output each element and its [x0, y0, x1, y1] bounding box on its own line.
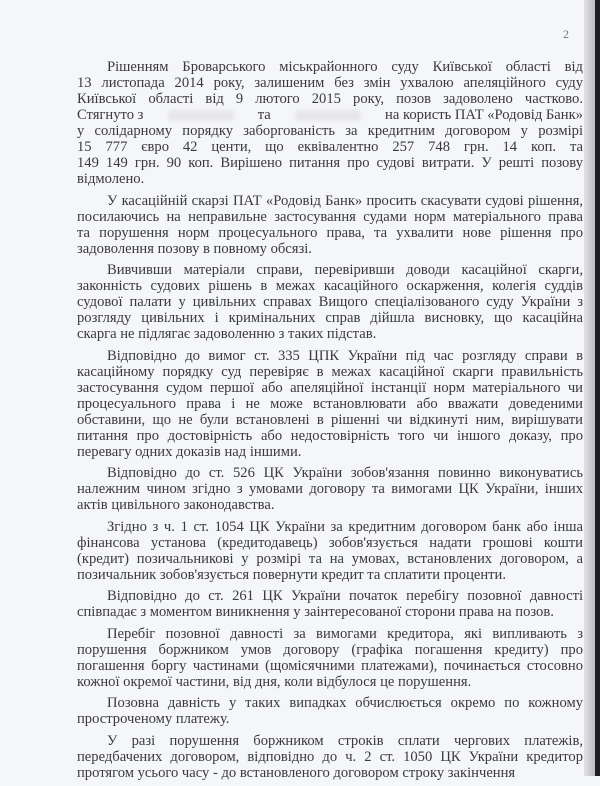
text-line: задоволення позову в повному обсязі. [77, 240, 312, 257]
text-line: фінансова установа (кредитодавець) зобов'язується надати грошові кошти [77, 534, 583, 551]
text-line: законність судових рішень в межах касаційного оскарження, колегія суддів [77, 278, 583, 294]
text-line: посилаючись на неправильне застосування судами норм матеріального права [77, 208, 583, 225]
text-line: позичальник зобов'язується повернути кредит та сплатити проценти. [77, 566, 507, 583]
text-line: відмолено. [77, 171, 145, 187]
text-line [77, 107, 583, 123]
text-line: протягом усього часу - до встановленого договором строку закінчення [77, 764, 516, 781]
text-line: судової палати у цивільних справах Вищого спеціалізованого суду України з [77, 294, 583, 310]
text-line: 149 149 грн. 90 коп. Вирішено питання про судові витрати. У решті позову [77, 155, 583, 171]
text-line: Згідно з ч. 1 ст. 1054 ЦК України за кредитним договором банк або інша [107, 518, 583, 535]
paragraph [77, 695, 583, 727]
redacted-name [295, 110, 361, 121]
text-line: передбачених договором, відповідно до ч. 2 ст. 1050 ЦК України кредитор [77, 748, 583, 765]
text-line: застосування судом першої або апеляційної інстанції норм матеріального чи [77, 379, 583, 396]
text-segment: Стягнуто з [77, 107, 144, 123]
paragraph [77, 626, 583, 690]
paragraph [77, 348, 583, 460]
text-line: питання про достовірність або недостовірність того чи іншого доказу, про [77, 427, 583, 444]
text-line: перевагу одних доказів над іншими. [77, 443, 302, 460]
text-line: касаційному порядку суд перевіряє в межах касаційної скарги правильність [77, 363, 583, 380]
text-line: актів цивільного законодавства. [77, 497, 275, 513]
text-line: Позовна давність у таких випадках обчислюється окремо по кожному [107, 695, 583, 711]
text-line: У касаційній скарзі ПАТ «Родовід Банк» просить скасувати судові рішення, [107, 192, 583, 209]
scan-edge [584, 0, 595, 776]
text-segment: на користь ПАТ «Родовід Банк» [385, 107, 583, 123]
scan-border [595, 0, 600, 776]
text-line: належним чином згідно з умовами договору та вимогами ЦК України, інших [77, 481, 583, 497]
text-line: (кредит) позичальникові у розмірі та на умовах, встановлених договором, а [77, 550, 583, 567]
paragraph [77, 193, 583, 257]
text-line: та порушення норм процесуального права, та ухвалити нове рішення про [77, 224, 583, 241]
text-line: обставини, що не були встановлені в рішенні чи відкинуті ним, вирішувати [77, 411, 583, 428]
text-line: погашення боргу частинами (щомісячними платежами), починається стосовно [77, 657, 583, 674]
text-line: скарга не підлягає задоволенню з таких підстав. [77, 326, 377, 342]
text-line: Київської області від 9 лютого 2015 року, позов задоволено частково. [77, 91, 583, 107]
paragraph [77, 59, 583, 187]
text-line: Перебіг позовної давності за вимогами кредитора, які випливають з [107, 625, 583, 642]
paragraph [77, 733, 583, 781]
text-line: 15 777 євро 42 центи, що еквівалентно 257 748 грн. 14 коп. та [77, 139, 583, 155]
text-line: співпадає з моментом виникнення у заінтересованої сторони права на позов. [77, 604, 554, 620]
text-line: кожної окремої частини, від дня, коли відбулося це порушення. [77, 673, 472, 690]
text-line: Відповідно до ст. 526 ЦК України зобов'язання повинно виконуватись [107, 465, 583, 481]
text-line: Вивчивши матеріали справи, перевіривши доводи касаційної скарги, [107, 262, 583, 278]
text-segment: та [257, 107, 271, 123]
text-line: простроченому платежу. [77, 711, 230, 727]
paragraph [77, 262, 583, 342]
text-line: 13 листопада 2014 року, залишеним без змін ухвалою апеляційного суду [77, 75, 583, 91]
document-body [77, 59, 583, 786]
text-line: Відповідно до ст. 261 ЦК України початок перебігу позовної давності [107, 588, 583, 604]
text-line: процесуального права і не може встановлювати або вважати доведеними [77, 395, 583, 412]
text-line: у солідарному порядку заборгованість за кредитним договором у розмірі [77, 123, 583, 139]
text-line: Рішенням Броварського міськрайонного суду Київської області від [107, 59, 583, 75]
text-line: порушення боржником умов договору (графіка погашення кредиту) про [77, 641, 583, 658]
paragraph [77, 519, 583, 583]
redacted-name [168, 110, 234, 121]
text-line: Відповідно до вимог ст. 335 ЦПК України під час розгляду справи в [107, 347, 583, 364]
text-line: розгляду цивільних і кримінальних справ дійшла висновку, що касаційна [77, 310, 583, 326]
text-line: У разі порушення боржником строків сплати чергових платежів, [107, 732, 583, 749]
paragraph [77, 588, 583, 620]
page-number: 2 [563, 27, 569, 41]
paragraph [77, 465, 583, 513]
